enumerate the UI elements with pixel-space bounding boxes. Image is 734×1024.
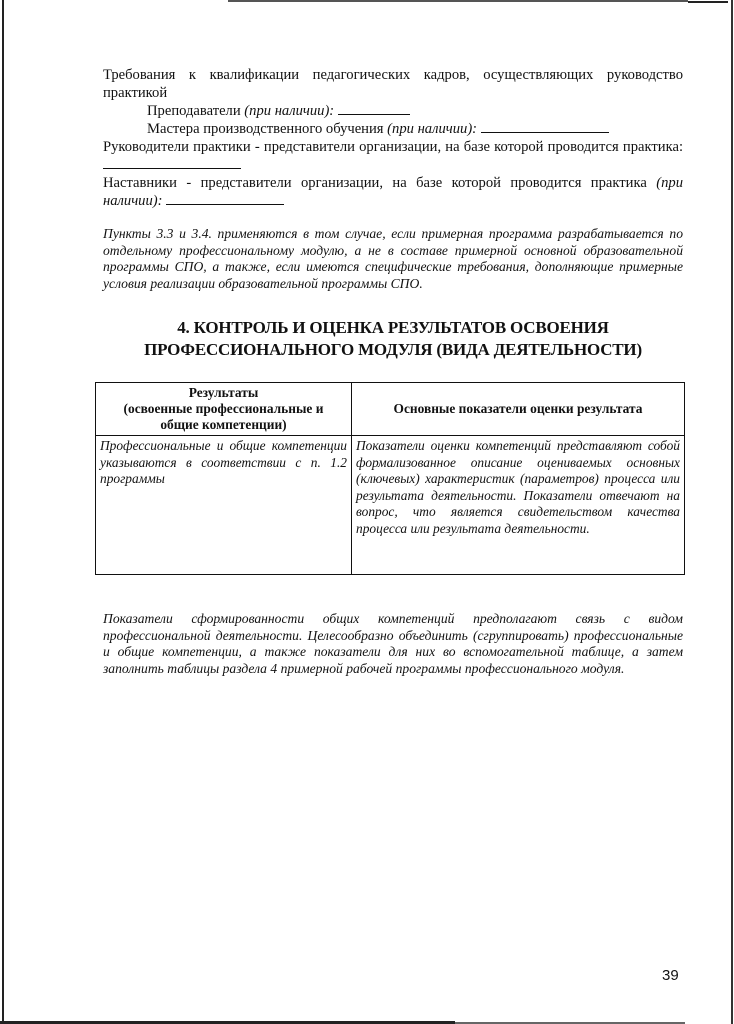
mentors-text: Наставники - представители организации, на базе которой проводится практика: [103, 175, 657, 191]
masters-line: [103, 120, 683, 138]
note-paragraph-3-3-3-4: Пункты 3.3 и 3.4. применяются в том случае, если примерная программа разрабатывается по отдельному профессиональному модулю, а не в составе примерной основной образовательной программы СПО, а также, если имеются специфические требования, дополняющие примерные условия реализации образовательной программы СПО.: [103, 226, 683, 291]
header-results: [96, 383, 352, 436]
teachers-label: Преподаватели: [147, 103, 245, 119]
mentors-line: [103, 174, 683, 210]
mentors-blank-field[interactable]: [166, 192, 284, 205]
teachers-line: [103, 102, 683, 120]
mentors-note: (при наличии):: [103, 175, 683, 209]
leaders-text: Руководители практики - представители организации, на базе которой проводится практика:: [103, 139, 683, 155]
header-results-line-2: (освоенные профессиональные и: [123, 401, 324, 416]
scan-border-top: [228, 0, 688, 2]
cell-competencies: Профессиональные и общие компетенции указываются в соответствии с п. 1.2 программы: [96, 436, 352, 575]
table-row: [96, 436, 685, 575]
teachers-blank-field[interactable]: [338, 102, 410, 115]
masters-label: Мастера производственного обучения: [147, 121, 388, 137]
masters-blank-field[interactable]: [481, 120, 609, 133]
leaders-line: [103, 138, 683, 174]
table-header-row: [96, 383, 685, 436]
results-table: [95, 382, 685, 575]
page-content: [103, 66, 683, 361]
scan-border-top-right: [688, 1, 728, 3]
masters-note: (при наличии):: [387, 121, 478, 137]
header-results-line-3: общие компетенции): [160, 417, 287, 432]
header-indicators: Основные показатели оценки результата: [352, 383, 685, 436]
section-title-line-1: 4. КОНТРОЛЬ И ОЦЕНКА РЕЗУЛЬТАТОВ ОСВОЕНИЯ: [177, 318, 609, 337]
leaders-blank-field[interactable]: [103, 156, 241, 169]
cell-indicators: Показатели оценки компетенций представляют собой формализованное описание оцениваемых основных (ключевых) характеристик (параметров) процесса или результата деятельности. Показатели отвечают на вопрос, что является свидетельством качества процесса или результата деятельности.: [352, 436, 685, 575]
section-title-line-2: ПРОФЕССИОНАЛЬНОГО МОДУЛЯ (ВИДА ДЕЯТЕЛЬНОСТИ): [144, 340, 642, 359]
qualification-heading: Требования к квалификации педагогических кадров, осуществляющих руководство практикой: [103, 67, 683, 101]
scan-border-right: [731, 0, 733, 1024]
page-number: 39: [662, 967, 679, 984]
teachers-note: (при наличии):: [244, 103, 335, 119]
section-4-title: [103, 317, 683, 361]
bottom-note-paragraph: Показатели сформированности общих компетенций предполагают связь с видом профессиональной деятельности. Целесообразно объединить (сгруппировать) профессиональные и общие компетенции, а также показатели для них во вспомогательной таблице, а затем заполнить таблицы раздела 4 примерной рабочей программы профессионального модуля.: [103, 611, 683, 676]
scan-border-left: [2, 0, 4, 1024]
header-results-line-1: Результаты: [188, 385, 259, 400]
